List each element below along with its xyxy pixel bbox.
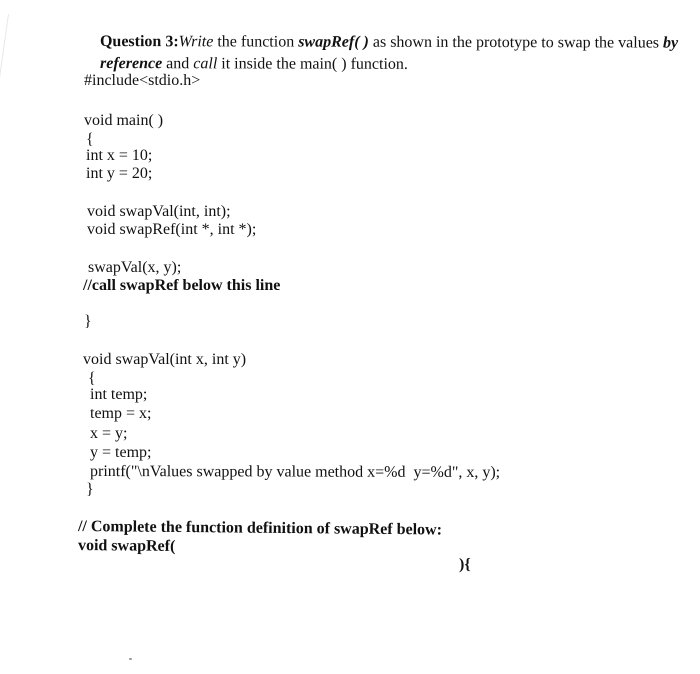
page-edge-mark [0, 14, 49, 139]
question-prefix: Question 3: [99, 33, 179, 51]
y-assignment: y = temp; [90, 444, 152, 461]
decl-y: int y = 20; [86, 165, 153, 182]
prototype-swapref: void swapRef(int *, int *); [87, 221, 257, 238]
comment-complete-swapref: // Complete the function definition of swapRef below: [77, 518, 443, 539]
printf-line: printf("\nValues swapped by value method x=%d y=%d", x, y); [89, 463, 501, 482]
question-text-3: and [162, 55, 194, 73]
include-line: #include<stdio.h> [84, 72, 201, 89]
temp-declaration: int temp; [90, 386, 148, 403]
question-text-2: as shown in the prototype to swap the values [368, 33, 664, 52]
by-word: by [663, 34, 679, 52]
call-word: call [193, 55, 218, 73]
swapval-signature: void swapVal(int x, int y) [83, 351, 247, 368]
question-text-4: it inside the main( ) function. [217, 55, 408, 73]
question-text-1: the function [213, 33, 299, 51]
swapval-close-brace: } [86, 481, 94, 498]
main-close-brace: } [84, 313, 92, 330]
main-signature: void main( ) [84, 112, 164, 129]
reference-word: reference [99, 55, 163, 73]
decl-x: int x = 10; [86, 147, 153, 164]
main-open-brace: { [86, 131, 94, 148]
write-word: Write [178, 33, 214, 51]
prototype-swapval: void swapVal(int, int); [87, 203, 231, 220]
x-assignment: x = y; [90, 425, 128, 442]
call-swapval: swapVal(x, y); [88, 259, 182, 276]
comment-call-swapref: //call swapRef below this line [83, 277, 281, 294]
swapref-definition-start: void swapRef( [77, 537, 176, 555]
swapval-open-brace: { [88, 370, 96, 387]
function-name: swapRef( ) [298, 33, 369, 51]
swapref-definition-end: ){ [459, 556, 471, 573]
speck [129, 658, 132, 660]
temp-assignment: temp = x; [90, 405, 152, 422]
